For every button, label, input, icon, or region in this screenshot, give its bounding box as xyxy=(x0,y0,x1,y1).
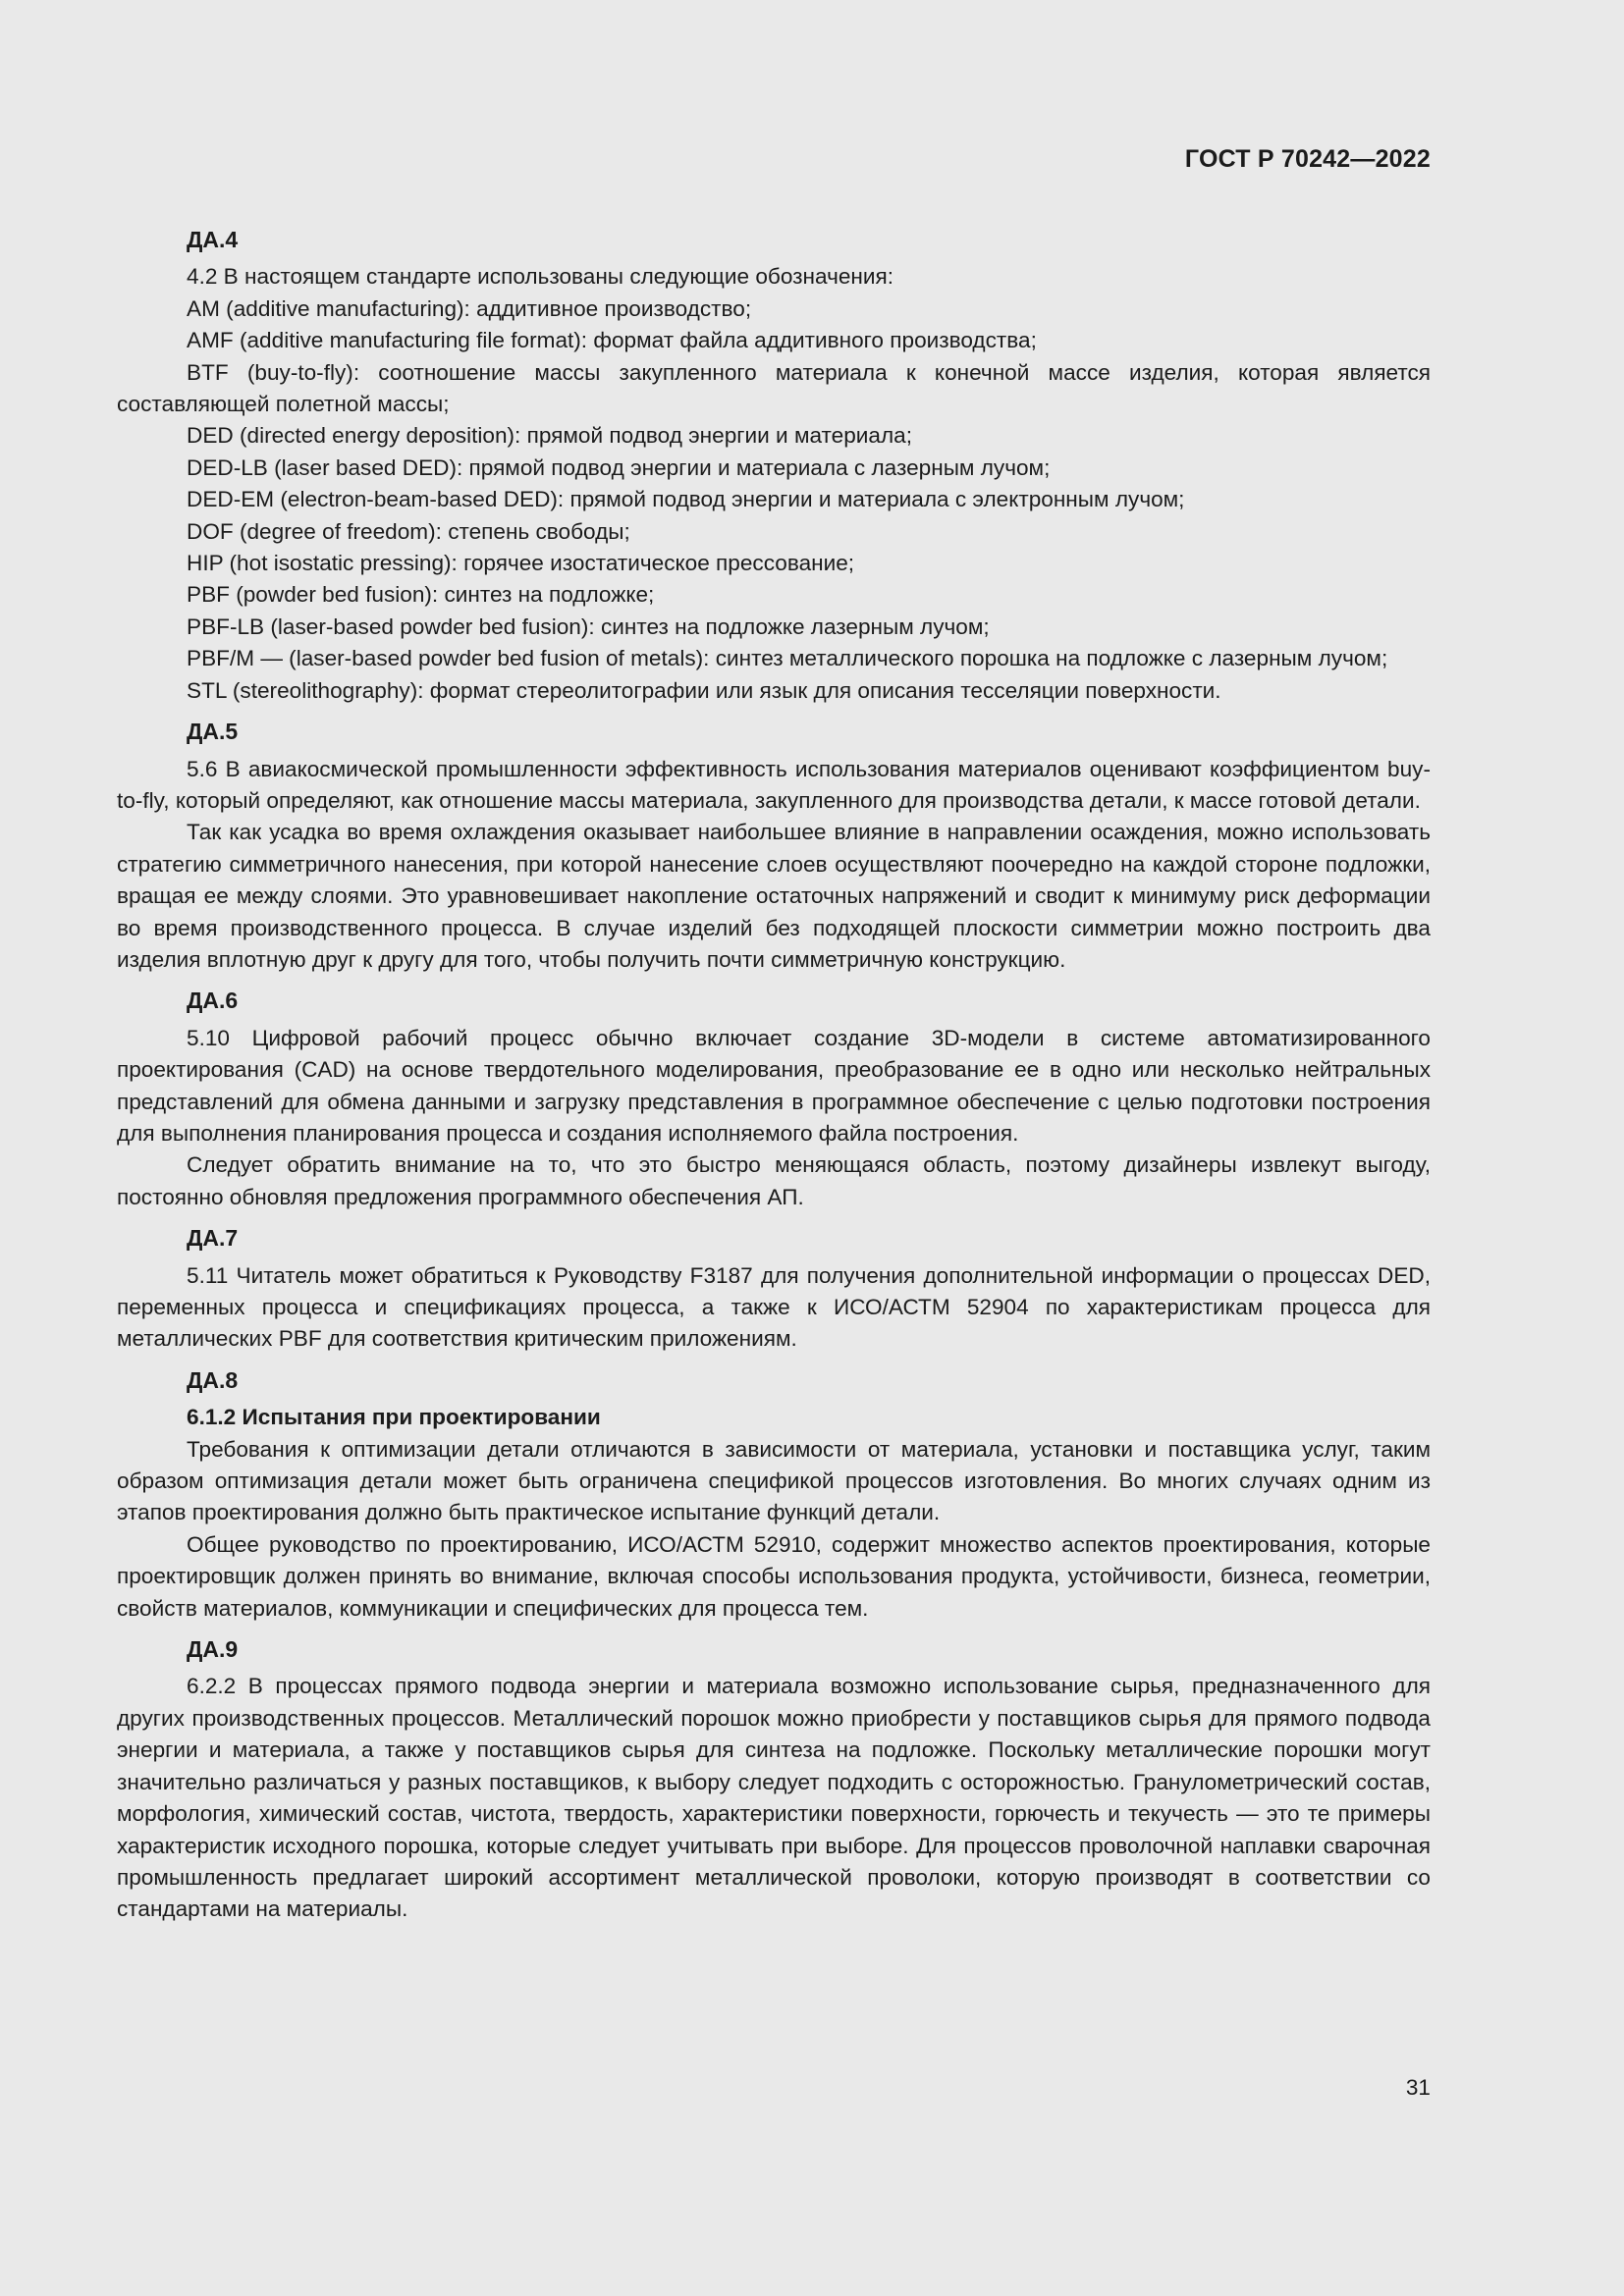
paragraph: 6.2.2 В процессах прямого подвода энергии и материала возможно использование сырья, предназначенного для других производственных процессов. Металлический порошок можно приобрести у поставщиков сырья для прямого подвода энергии и материала, а также у поставщиков сырья для синтеза на подложке. Поскольку металлические порошки могут значительно различаться у разных поставщиков, к выбору следует подходить с осторожностью. Гранулометрический состав, морфология, химический состав, чистота, твердость, характеристики поверхности, горючесть и текучесть — это те примеры характеристик исходного порошка, которые следует учитывать при выборе. Для процессов проволочной наплавки сварочная промышленность предлагает широкий ассортимент металлической проволоки, которую производят в соответствии со стандартами на материалы. xyxy=(117,1674,1431,1922)
paragraph: Следует обратить внимание на то, что это быстро меняющаяся область, поэтому дизайнеры извлекут выгоду, постоянно обновляя предложения программного обеспечения АП. xyxy=(117,1152,1431,1209)
paragraph: Так как усадка во время охлаждения оказывает наибольшее влияние в направлении осаждения, можно использовать стратегию симметричного нанесения, при которой нанесение слоев осуществляют поочередно на каждой стороне подложки, вращая ее между слоями. Это уравновешивает накопление остаточных напряжений и сводит к минимуму риск деформации во время производственного процесса. В случае изделий без подходящей плоскости симметрии можно построить два изделия вплотную друг к другу для того, чтобы получить почти симметричную конструкцию. xyxy=(117,820,1431,972)
paragraph: 4.2 В настоящем стандарте использованы следующие обозначения: xyxy=(187,264,894,290)
subsection-heading: 6.1.2 Испытания при проектировании xyxy=(187,1405,601,1430)
abbreviation-item: HIP (hot isostatic pressing): горячее изостатическое прессование; xyxy=(187,551,855,576)
abbreviation-item: BTF (buy-to-fly): соотношение массы закупленного материала к конечной массе изделия, которая является составляющей полетной массы; xyxy=(117,359,1431,417)
paragraph: 5.11 Читатель может обратиться к Руководству F3187 для получения дополнительной информации о процессах DED, переменных процесса и спецификациях процесса, а также к ИСО/АСТМ 52904 по характеристикам процесса для металлических PBF для соответствия критическим приложениям. xyxy=(117,1262,1431,1352)
paragraph: 5.10 Цифровой рабочий процесс обычно включает создание 3D-модели в системе автоматизированного проектирования (CAD) на основе твердотельного моделирования, преобразование ее в одно или несколько нейтральных представлений для обмена данными и загрузку представления в программное обеспечение с целью подготовки построения для выполнения планирования процесса и создания исполняемого файла построения. xyxy=(117,1025,1431,1146)
document-body xyxy=(117,224,1431,1926)
paragraph: Требования к оптимизации детали отличаются в зависимости от материала, установки и поставщика услуг, таким образом оптимизация детали может быть ограничена спецификой процессов изготовления. Во многих случаях одним из этапов проектирования должно быть практическое испытание функций детали. xyxy=(117,1436,1431,1525)
section-title: ДА.9 xyxy=(187,1636,239,1663)
abbreviation-item: DED (directed energy deposition): прямой подвод энергии и материала; xyxy=(187,423,912,449)
section-title: ДА.6 xyxy=(187,988,239,1014)
abbreviation-item: AM (additive manufacturing): аддитивное производство; xyxy=(187,295,752,321)
section-title: ДА.5 xyxy=(187,719,239,745)
section-title: ДА.8 xyxy=(187,1366,239,1393)
abbreviation-item: PBF/M — (laser-based powder bed fusion of metals): синтез металлического порошка на подложке с лазерным лучом; xyxy=(187,646,1388,671)
section-title: ДА.7 xyxy=(187,1225,239,1252)
document-id: ГОСТ Р 70242—2022 xyxy=(1184,145,1431,173)
section-title: ДА.4 xyxy=(187,227,239,252)
abbreviation-item: AMF (additive manufacturing file format): формат файла аддитивного производства; xyxy=(187,328,1037,353)
abbreviation-item: DOF (degree of freedom): степень свободы; xyxy=(187,518,630,544)
abbreviation-item: PBF (powder bed fusion): синтез на подложке; xyxy=(187,582,655,608)
paragraph: Общее руководство по проектированию, ИСО/АСТМ 52910, содержит множество аспектов проектирования, которые проектировщик должен принять во внимание, включая способы использования продукта, устойчивости, бизнеса, геометрии, свойств материалов, коммуникации и специфических для процесса тем. xyxy=(117,1531,1431,1621)
paragraph: 5.6 В авиакосмической промышленности эффективность использования материалов оценивают коэффициентом buy-to-fly, который определяют, как отношение массы материала, закупленного для производства детали, к массе готовой детали. xyxy=(117,756,1431,813)
abbreviation-item: DED-EM (electron-beam-based DED): прямой подвод энергии и материала с электронным лучом; xyxy=(187,487,1185,512)
abbreviation-item: STL (stereolithography): формат стереолитографии или язык для описания тесселяции поверхности. xyxy=(187,677,1221,703)
abbreviation-item: PBF-LB (laser-based powder bed fusion): синтез на подложке лазерным лучом; xyxy=(187,614,990,639)
abbreviation-item: DED-LB (laser based DED): прямой подвод энергии и материала с лазерным лучом; xyxy=(187,454,1051,480)
page-number: 31 xyxy=(1405,2075,1431,2100)
